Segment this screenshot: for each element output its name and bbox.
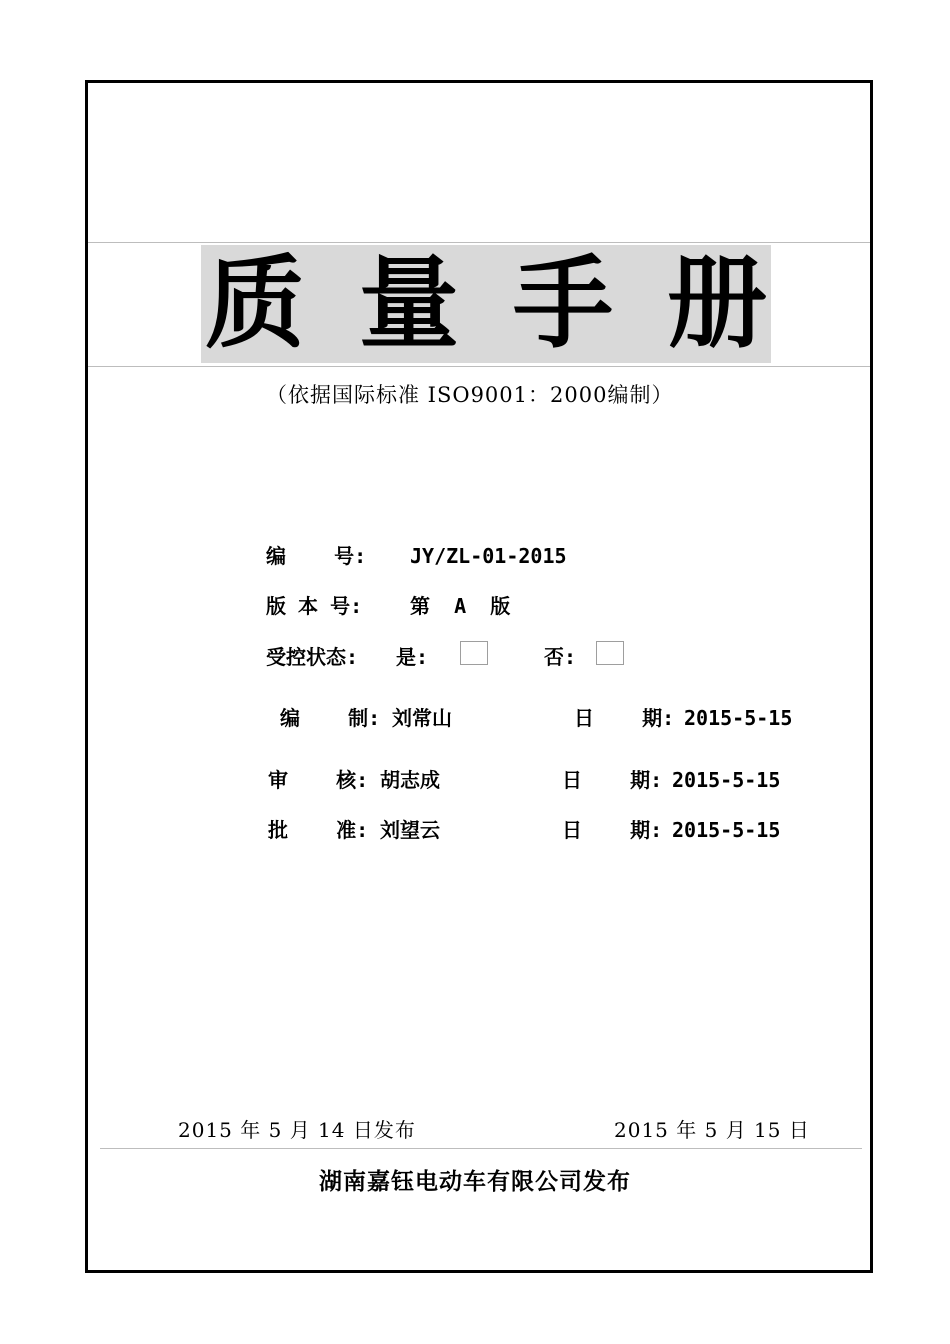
reviewed-name: 胡志成 <box>380 768 440 792</box>
approved-date-label: 日 期: <box>562 818 663 842</box>
title-char: 量 <box>359 245 459 362</box>
top-divider <box>88 242 870 243</box>
reviewed-label: 审 核: <box>268 768 369 792</box>
approved-label: 批 准: <box>268 818 369 842</box>
control-yes-label: 是: <box>396 645 429 669</box>
title-char: 册 <box>667 245 767 362</box>
standard-subtitle: （依据国际标准 ISO9001：2000编制） <box>266 383 674 407</box>
title-divider <box>88 366 870 367</box>
title-char: 质 <box>205 245 305 362</box>
number-label: 编 号: <box>266 544 367 568</box>
version-value: 第 A 版 <box>410 594 511 618</box>
controlled-yes-checkbox[interactable] <box>460 641 488 665</box>
reviewed-date-label: 日 期: <box>562 768 663 792</box>
prepared-name: 刘常山 <box>392 706 452 730</box>
number-value: JY/ZL-01-2015 <box>410 544 567 568</box>
controlled-no-checkbox[interactable] <box>596 641 624 665</box>
version-label: 版 本 号: <box>266 594 363 618</box>
release-date: 2015 年 5 月 14 日发布 <box>178 1118 416 1142</box>
reviewed-date: 2015-5-15 <box>672 768 781 792</box>
approved-date: 2015-5-15 <box>672 818 781 842</box>
company-name: 湖南嘉钰电动车有限公司发布 <box>319 1169 631 1195</box>
control-label: 受控状态: <box>266 645 359 669</box>
title-char: 手 <box>513 245 613 362</box>
document-title <box>201 245 771 363</box>
approved-name: 刘望云 <box>380 818 440 842</box>
prepared-label: 编 制: <box>280 706 381 730</box>
prepared-date-label: 日 期: <box>574 706 675 730</box>
effective-date: 2015 年 5 月 15 日 <box>614 1118 810 1142</box>
footer-divider <box>100 1148 862 1149</box>
control-no-label: 否: <box>544 645 577 669</box>
prepared-date: 2015-5-15 <box>684 706 793 730</box>
